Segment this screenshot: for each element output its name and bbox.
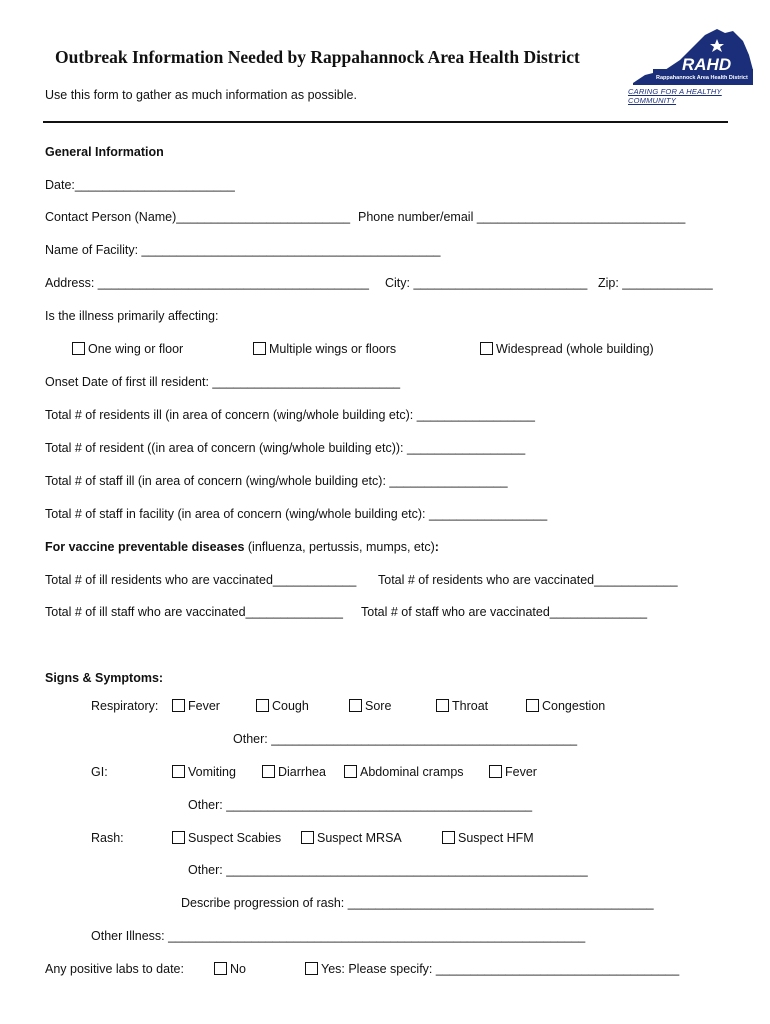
phone-field[interactable]: Phone number/email ______________________________ <box>358 210 686 224</box>
general-heading: General Information <box>45 145 164 159</box>
rash-progression-field[interactable]: Describe progression of rash: ____________________________________________ <box>181 896 654 910</box>
checkbox[interactable] <box>526 699 539 712</box>
vaccine-heading: For vaccine preventable diseases (influenza, pertussis, mumps, etc): <box>45 540 439 554</box>
gi-other-field[interactable]: Other: ____________________________________________ <box>188 798 533 812</box>
resp-fever[interactable]: Fever <box>172 699 220 713</box>
staff-total-field[interactable]: Total # of staff in facility (in area of concern (wing/whole building etc): _________________ <box>45 507 548 521</box>
resp-throat[interactable]: Throat <box>436 699 488 713</box>
labs-no[interactable]: No <box>214 962 246 976</box>
city-field[interactable]: City: _________________________ <box>385 276 588 290</box>
checkbox[interactable] <box>256 699 269 712</box>
checkbox[interactable] <box>344 765 357 778</box>
form-title: Outbreak Information Needed by Rappahannock Area Health District <box>55 47 580 67</box>
gi-label: GI: <box>91 765 108 779</box>
checkbox[interactable] <box>172 765 185 778</box>
checkbox[interactable] <box>72 342 85 355</box>
contact-field[interactable]: Contact Person (Name)_________________________ <box>45 210 351 224</box>
zip-field[interactable]: Zip: _____________ <box>598 276 713 290</box>
resp-cough[interactable]: Cough <box>256 699 309 713</box>
checkbox[interactable] <box>349 699 362 712</box>
logo-text: RAHD <box>682 55 732 74</box>
checkbox[interactable] <box>172 699 185 712</box>
gi-vomiting[interactable]: Vomiting <box>172 765 236 779</box>
rash-scabies[interactable]: Suspect Scabies <box>172 831 281 845</box>
ill-residents-vaccinated-field[interactable]: Total # of ill residents who are vaccinated____________ <box>45 573 357 587</box>
gi-diarrhea[interactable]: Diarrhea <box>262 765 326 779</box>
checkbox[interactable] <box>436 699 449 712</box>
affecting-question: Is the illness primarily affecting: <box>45 309 219 323</box>
checkbox[interactable] <box>262 765 275 778</box>
other-illness-field[interactable]: Other Illness: ____________________________________________________________ <box>91 929 586 943</box>
rash-other-field[interactable]: Other: ____________________________________________________ <box>188 863 588 877</box>
checkbox[interactable] <box>214 962 227 975</box>
checkbox[interactable] <box>480 342 493 355</box>
logo-tagline: CARING FOR A HEALTHY COMMUNITY <box>628 87 722 105</box>
date-field[interactable]: Date:_______________________ <box>45 178 235 192</box>
affecting-option-one-wing[interactable]: One wing or floor <box>72 342 183 356</box>
form-subtitle: Use this form to gather as much information as possible. <box>45 88 357 102</box>
facility-field[interactable]: Name of Facility: ___________________________________________ <box>45 243 441 257</box>
ill-staff-vaccinated-field[interactable]: Total # of ill staff who are vaccinated______________ <box>45 605 343 619</box>
staff-vaccinated-field[interactable]: Total # of staff who are vaccinated______________ <box>361 605 648 619</box>
respiratory-label: Respiratory: <box>91 699 159 713</box>
checkbox[interactable] <box>301 831 314 844</box>
labs-label: Any positive labs to date: <box>45 962 184 976</box>
resp-sore[interactable]: Sore <box>349 699 391 713</box>
onset-field[interactable]: Onset Date of first ill resident: ___________________________ <box>45 375 401 389</box>
residents-total-field[interactable]: Total # of resident ((in area of concern (wing/whole building etc)): _________________ <box>45 441 526 455</box>
rash-label: Rash: <box>91 831 124 845</box>
symptoms-heading: Signs & Symptoms: <box>45 671 164 685</box>
staff-ill-field[interactable]: Total # of staff ill (in area of concern (wing/whole building etc): _________________ <box>45 474 508 488</box>
labs-yes[interactable]: Yes: Please specify: ___________________________________ <box>305 962 679 976</box>
checkbox[interactable] <box>172 831 185 844</box>
header-divider <box>43 121 728 123</box>
checkbox[interactable] <box>253 342 266 355</box>
gi-abdominal-cramps[interactable]: Abdominal cramps <box>344 765 464 779</box>
affecting-option-multiple[interactable]: Multiple wings or floors <box>253 342 396 356</box>
checkbox[interactable] <box>442 831 455 844</box>
residents-vaccinated-field[interactable]: Total # of residents who are vaccinated____________ <box>378 573 678 587</box>
residents-ill-field[interactable]: Total # of residents ill (in area of concern (wing/whole building etc): _________________ <box>45 408 535 422</box>
gi-fever[interactable]: Fever <box>489 765 537 779</box>
checkbox[interactable] <box>305 962 318 975</box>
rash-mrsa[interactable]: Suspect MRSA <box>301 831 402 845</box>
rash-hfm[interactable]: Suspect HFM <box>442 831 534 845</box>
logo-subtext: Rappahannock Area Health District <box>656 75 748 81</box>
respiratory-other-field[interactable]: Other: ____________________________________________ <box>233 732 578 746</box>
resp-congestion[interactable]: Congestion <box>526 699 605 713</box>
address-field[interactable]: Address: _______________________________________ <box>45 276 369 290</box>
checkbox[interactable] <box>489 765 502 778</box>
affecting-option-widespread[interactable]: Widespread (whole building) <box>480 342 654 356</box>
